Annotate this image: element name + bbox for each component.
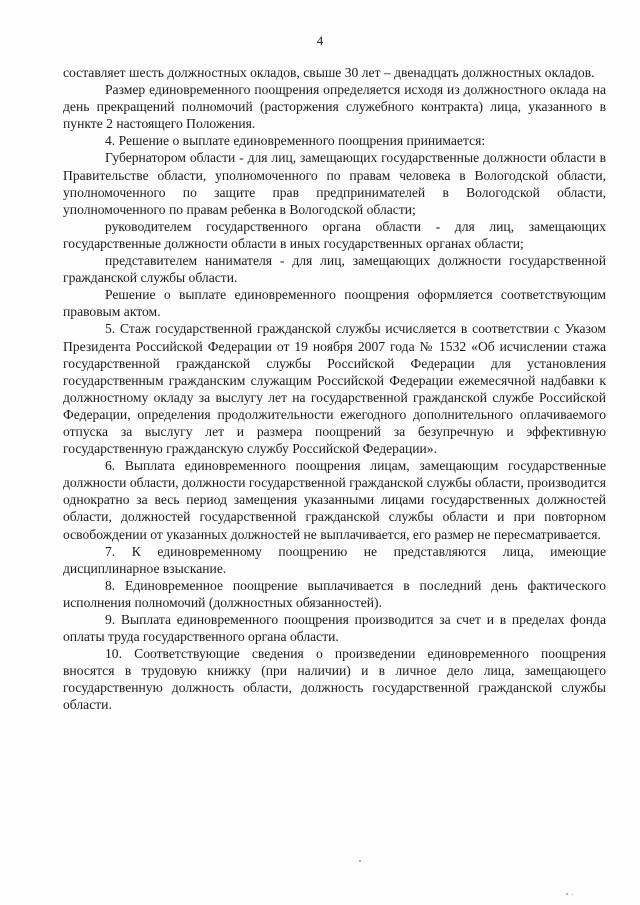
paragraph-employer-representative: представителем нанимателя - для лиц, замещающих должности государственной гражданской службы области. [63,253,606,286]
paragraph-item-4: 4. Решение о выплате единовременного поощрения принимается: [105,133,486,149]
paragraph-item-8: 8. Единовременное поощрение выплачивается в последний день фактического исполнения полномочий (должностных обязанностей). [63,577,606,610]
paragraph-governor: Губернатором области - для лиц, замещающих государственные должности области в Правительстве области, уполномоченного по правам человека в Вологодской области, уполномоченного по защите прав предпринимателей в Вологодской области, уполномоченного по правам ребенка в Вологодской области; [63,150,606,217]
paragraph-bonus-amount: Размер единовременного поощрения определяется исходя из должностного оклада на день прекращений полномочий (расторжения служебного контракта) лица, указанного в пункте 2 настоящего Положения. [63,82,606,132]
paragraph-item-9: 9. Выплата единовременного поощрения производится за счет и в пределах фонда оплаты труда государственного органа области. [63,612,606,645]
paragraph-agency-head: руководителем государственного органа области - для лиц, замещающих государственные должности области в иных государственных органах области; [63,218,606,251]
page-number: 4 [316,33,324,48]
paragraph-item-6: 6. Выплата единовременного поощрения лицам, замещающим государственные должности области, должности государственной гражданской службы области, производится однократно за весь период замещения указанными лицами государственных должностей области, должностей государственной гражданской службы области и при повторном освобождении от указанных должностей не выплачивается, его размер не пересматривается. [63,458,606,542]
paragraph-item-10: 10. Соответствующие сведения о произведении единовременного поощрения вносятся в трудовую книжку (при наличии) и в личное дело лица, замещающего государственную должность области, должность государственной гражданской службы области. [63,646,606,713]
paragraph-continuation: составляет шесть должностных окладов, свыше 30 лет – двенадцать должностных окладов. [63,65,595,80]
paragraph-legal-act: Решение о выплате единовременного поощрения оформляется соответствующим правовым актом. [63,287,606,320]
scan-speck [359,860,361,862]
paragraph-item-7: 7. К единовременному поощрению не представляются лица, имеющие дисциплинарное взыскание. [63,543,606,576]
document-body [63,64,606,714]
scan-speck [566,893,568,895]
scan-speck [572,894,573,895]
paragraph-item-5: 5. Стаж государственной гражданской службы исчисляется в соответствии с Указом Президента Российской Федерации от 19 ноября 2007 года № 1532 «Об исчислении стажа государственной гражданской службы Российской Федерации для установления государственным гражданским служащим Российской Федерации ежемесячной надбавки к должностному окладу за выслугу лет на государственной гражданской службе Российской Федерации, определения продолжительности ежегодного дополнительного оплачиваемого отпуска за выслугу лет и размера поощрений за безупречную и эффективную государственную гражданскую службу Российской Федерации». [63,321,606,457]
